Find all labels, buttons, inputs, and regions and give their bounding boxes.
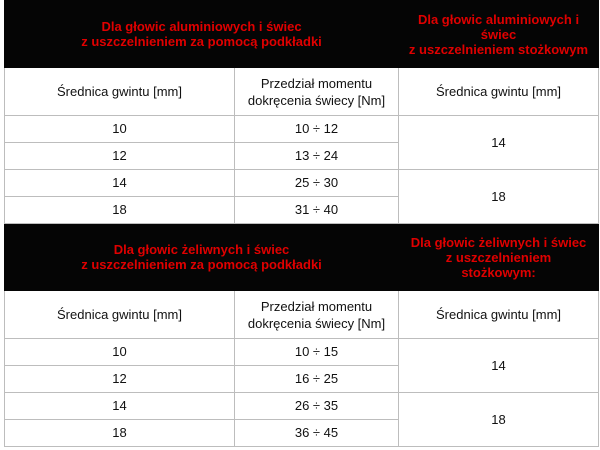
- section1-header-conical-line3: z uszczelnieniem stożkowym: [408, 41, 589, 57]
- table-row: [5, 393, 599, 420]
- section2-header-conical: [399, 224, 599, 291]
- section1-col-diameter: Średnica gwintu [mm]: [5, 68, 235, 116]
- section1-column-heading-row: [5, 68, 599, 116]
- torque-cell: 25 ÷ 30: [235, 170, 399, 197]
- section2-col-torque-line1: Przedział momentu: [260, 298, 373, 314]
- torque-cell: 36 ÷ 45: [235, 420, 399, 447]
- torque-cell: 26 ÷ 35: [235, 393, 399, 420]
- table-row: [5, 339, 599, 366]
- section1-header-conical-line1: Dla głowic aluminiowych i: [417, 11, 580, 27]
- section1-col-torque-line1: Przedział momentu: [260, 75, 373, 91]
- section1-col-torque: [235, 68, 399, 116]
- diameter-cell: 12: [5, 143, 235, 170]
- diameter-cell: 18: [5, 197, 235, 224]
- section1-header-conical-line2: świec: [480, 26, 517, 42]
- conical-diameter-cell: 18: [399, 170, 599, 224]
- section1-header-washer: [5, 1, 399, 68]
- conical-diameter-cell: 14: [399, 116, 599, 170]
- section2-header-washer-line1: Dla głowic żeliwnych i świec: [113, 242, 290, 257]
- section2-col-diameter: Średnica gwintu [mm]: [5, 291, 235, 339]
- section2-col-torque-line2: dokręcenia świecy [Nm]: [247, 315, 386, 331]
- section2-col-diameter-conical: Średnica gwintu [mm]: [399, 291, 599, 339]
- diameter-cell: 10: [5, 339, 235, 366]
- table-row: [5, 170, 599, 197]
- section1-header-conical: [399, 1, 599, 68]
- diameter-cell: 18: [5, 420, 235, 447]
- diameter-cell: 10: [5, 116, 235, 143]
- section1-header-washer-line1: Dla głowic aluminiowych i świec: [101, 19, 302, 34]
- torque-cell: 16 ÷ 25: [235, 366, 399, 393]
- section2-header-conical-line3: stożkowym:: [461, 264, 536, 280]
- section2-col-torque: [235, 291, 399, 339]
- section1-header-row: [5, 1, 599, 68]
- section2-header-washer-line2: z uszczelnieniem za pomocą podkładki: [81, 257, 322, 272]
- torque-cell: 10 ÷ 12: [235, 116, 399, 143]
- diameter-cell: 14: [5, 170, 235, 197]
- conical-diameter-cell: 14: [399, 339, 599, 393]
- diameter-cell: 12: [5, 366, 235, 393]
- section2-header-conical-line1: Dla głowic żeliwnych i świec: [410, 234, 587, 250]
- spark-plug-torque-table: [4, 0, 599, 447]
- section2-header-row: [5, 224, 599, 291]
- torque-cell: 13 ÷ 24: [235, 143, 399, 170]
- torque-cell: 31 ÷ 40: [235, 197, 399, 224]
- torque-cell: 10 ÷ 15: [235, 339, 399, 366]
- diameter-cell: 14: [5, 393, 235, 420]
- section1-col-torque-line2: dokręcenia świecy [Nm]: [247, 92, 386, 108]
- section2-header-washer: [5, 224, 399, 291]
- table-row: [5, 116, 599, 143]
- section2-header-conical-line2: z uszczelnieniem: [445, 249, 552, 265]
- section2-column-heading-row: [5, 291, 599, 339]
- section1-col-diameter-conical: Średnica gwintu [mm]: [399, 68, 599, 116]
- conical-diameter-cell: 18: [399, 393, 599, 447]
- section1-header-washer-line2: z uszczelnieniem za pomocą podkładki: [81, 34, 322, 49]
